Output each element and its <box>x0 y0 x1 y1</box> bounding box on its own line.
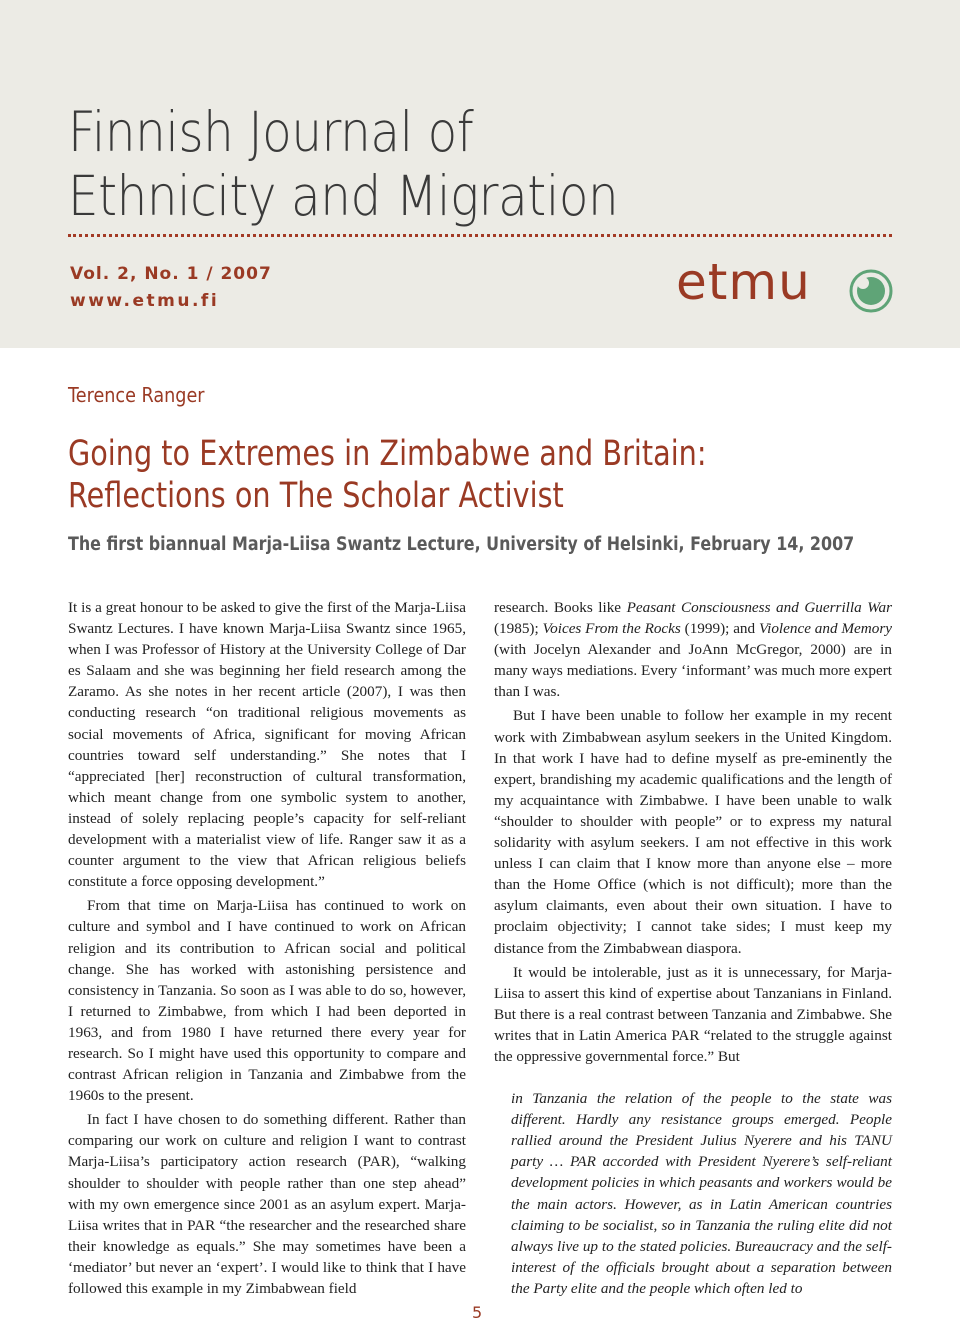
body-column-right <box>494 597 892 1299</box>
paragraph: From that time on Marja-Liisa has continued to work on culture and symbol and I have continued to work on African religion and its contribution to African social and political change. She has worked with astonishing persistence and consistency in Tanzania. So soon as I was able to do so, however, I returned to Zimbabwe, from which I had been deported in 1963, and from 1980 I have returned there every year for research. So I might have used this opportunity to compare and contrast African religion in Tanzania and Zimbabwe from the 1960s to the present. <box>68 897 466 1105</box>
journal-title-line2: Ethnicity and Migration <box>68 164 619 228</box>
body-column-left <box>68 597 466 1299</box>
article-title-line2: Reflections on The Scholar Activist <box>68 476 564 516</box>
etmu-logo-text: etmu <box>676 253 811 311</box>
header-divider <box>68 234 892 237</box>
article-title-line1: Going to Extremes in Zimbabwe and Britain: <box>68 434 707 474</box>
text-run: (with Jocelyn Alexander and JoAnn McGregor, 2000) are in many ways mediations. Every ‘informant’ was much more expert than I was. <box>494 641 892 701</box>
journal-header <box>0 0 960 348</box>
paragraph: In fact I have chosen to do something different. Rather than comparing our work on culture and religion I want to contrast Marja-Liisa’s participatory action research (PAR), “walking shoulder to shoulder with people rather than one step ahead” with my own emergence since 2001 as an asylum expert. Marja-Liisa writes that in PAR “the researcher and the researched share their knowledge as equals.” She may sometimes have been a ‘mediator’ but never an ‘expert’. I would like to think that I have followed this example in my Zimbabwean field <box>68 1111 466 1297</box>
book-title: Violence and Memory <box>758 620 892 638</box>
article-title <box>68 433 757 517</box>
paragraph: It is a great honour to be asked to give the first of the Marja-Liisa Swantz Lectures. I have known Marja-Liisa Swantz since 1965, when I was Professor of History at the University College of Dar es Salaam and she was beginning her field research among the Zaramo. As she notes in her recent article (2007), I was then conducting research “on traditional religious movements as social movements of Africa, significant for moving African countries toward self understanding.” She notes that I “appreciated [her] reconstruction of cultural transformation, which meant change from one symbolic system to another, instead of solely replacing people’s capacity for self-reliant development with a materialist view of life. Ranger saw it as a counter argument to the view that African religious beliefs constitute a force opposing development.” <box>68 599 466 891</box>
journal-url[interactable]: www.etmu.fi <box>70 291 220 311</box>
paragraph: It would be intolerable, just as it is unnecessary, for Marja-Liisa to assert this kind of expertise about Tanzanians in Finland. But there is a real contrast between Tanzania and Zimbabwe. She writes that in Latin America PAR “related to the struggle against the oppressive governmental force.” But <box>494 963 892 1065</box>
concentric-circle-logo-icon <box>848 268 894 314</box>
book-title: Peasant Consciousness and Guerrilla War <box>626 599 892 616</box>
text-run: (1999); and <box>680 620 759 638</box>
block-quote: in Tanzania the relation of the people to the state was different. Hardly any resistance groups emerged. People rallied around the President Julius Nyerere and his TANU party … PAR accorded with President Nyerere’s self-reliant development policies in which peasants and workers would be the main actors. However, as in Latin American countries claiming to be socialist, so in Tanzania the ruling elite did not always live up to the stated policies. Bureaucracy and the self-interest of the officials brought about a separation between the Party elite and the people which often led to <box>511 1090 892 1297</box>
text-run: (1985); <box>494 620 543 638</box>
paragraph <box>494 597 892 702</box>
article-subtitle: The first biannual Marja-Liisa Swantz Lecture, University of Helsinki, February 14, 2007 <box>68 534 855 555</box>
paragraph: But I have been unable to follow her example in my recent work with Zimbabwean asylum seekers in the United Kingdom. In that work I have had to define myself as pre-eminently the expert, brandishing my academic qualifications and the length of my acquaintance with Zimbabwe. I have been unable to walk “shoulder to shoulder with people” or to express my natural solidarity with asylum seekers. I am not effective in this work unless I can claim that I know more than anyone else – more than the Home Office (which is not difficult); more than the asylum claimants, even about their own situation. I have to proclaim objectivity; I cannot take sides; I must keep my distance from the Zimbabwean diaspora. <box>494 707 892 957</box>
volume-issue: Vol. 2, No. 1 / 2007 <box>70 264 272 284</box>
text-run: research. Books like <box>494 599 627 616</box>
journal-title <box>68 100 772 228</box>
page-number: 5 <box>472 1303 483 1322</box>
journal-title-line1: Finnish Journal of <box>68 100 474 164</box>
book-title: Voices From the Rocks <box>542 620 681 638</box>
article-author: Terence Ranger <box>68 383 205 407</box>
